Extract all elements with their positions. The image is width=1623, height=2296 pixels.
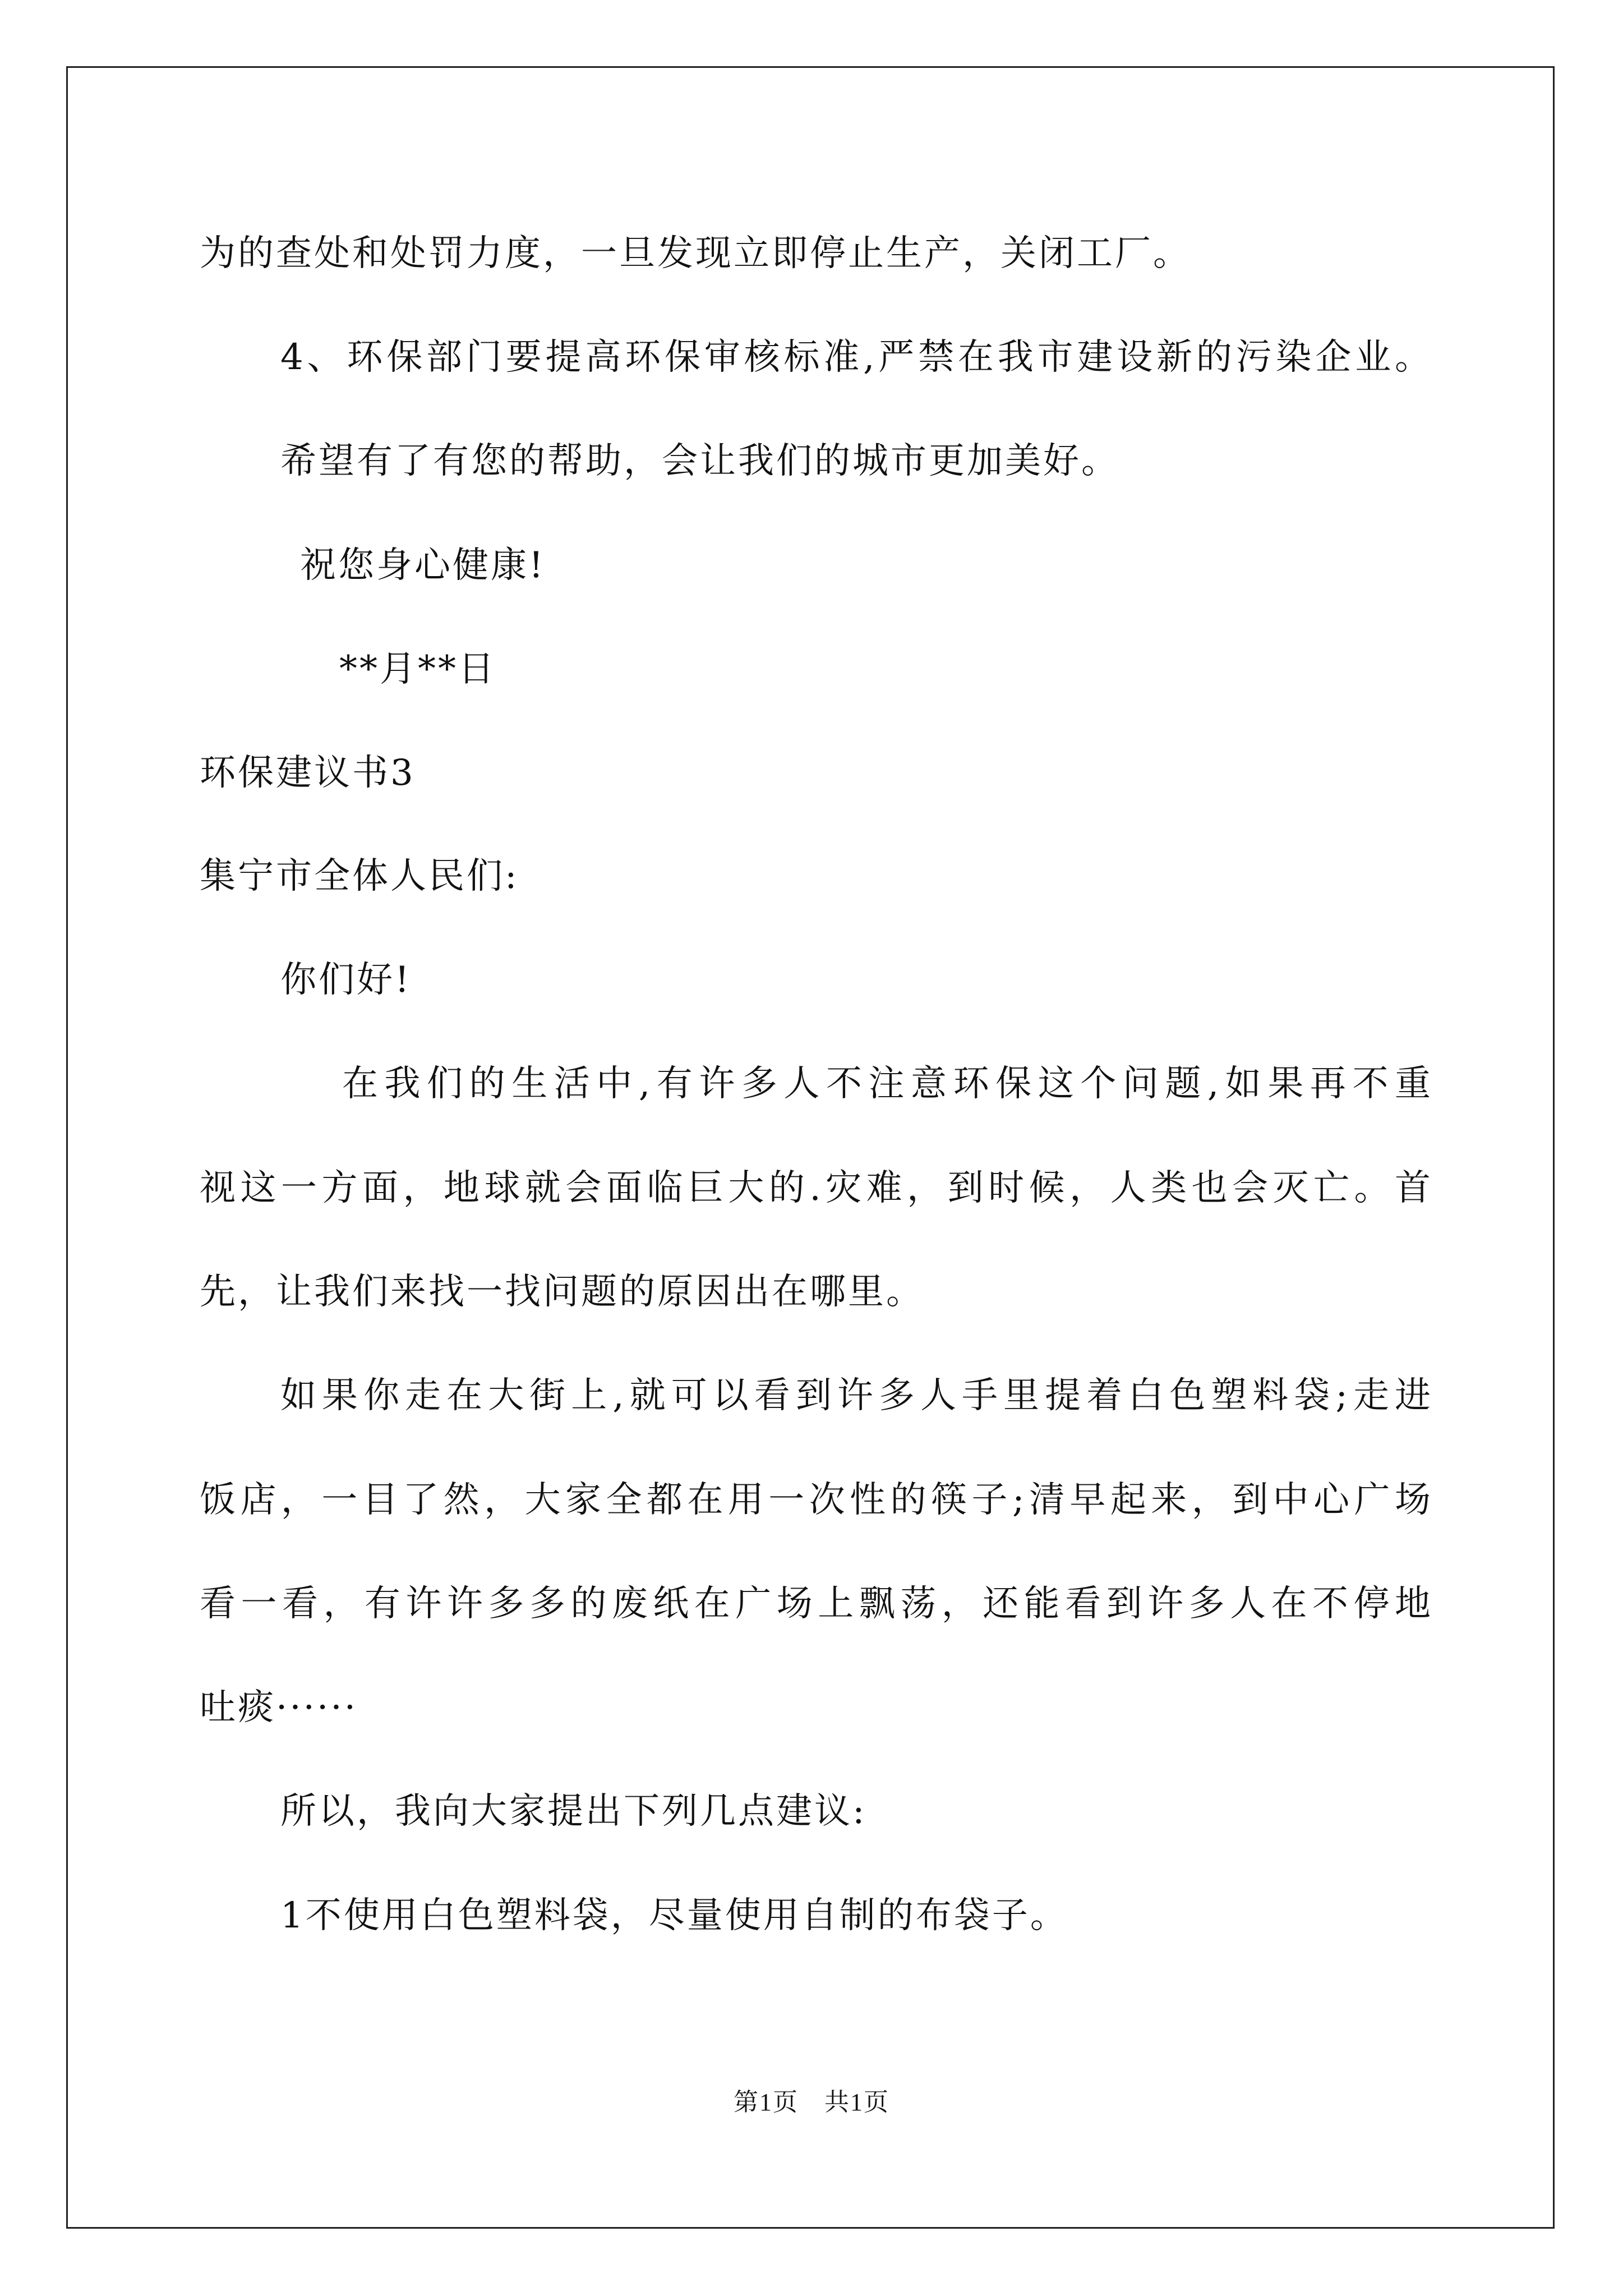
text-line: 视这一方面，地球就会面临巨大的.灾难，到时候，人类也会灭亡。首 <box>200 1167 1433 1209</box>
text-line: 1不使用白色塑料袋，尽量使用自制的布袋子。 <box>280 1895 1068 1936</box>
text-line: 祝您身心健康! <box>300 545 546 586</box>
text-line: 你们好! <box>280 959 412 1001</box>
text-line: 集宁市全体人民们: <box>200 855 519 897</box>
text-line: 如果你走在大街上,就可以看到许多人手里提着白色塑料袋;走进 <box>280 1375 1433 1416</box>
text-line: 吐痰······ <box>200 1687 358 1728</box>
text-line: **月**日 <box>339 648 496 690</box>
text-line: 4、环保部门要提高环保审核标准,严禁在我市建设新的污染企业。 <box>280 337 1433 378</box>
text-line: 看一看，有许许多多的废纸在广场上飘荡，还能看到许多人在不停地 <box>200 1583 1433 1625</box>
text-line: 先，让我们来找一找问题的原因出在哪里。 <box>200 1271 924 1313</box>
section-heading: 环保建议书3 <box>200 752 416 794</box>
text-line: 饭店，一目了然，大家全都在用一次性的筷子;清早起来，到中心广场 <box>200 1479 1433 1521</box>
text-line: 在我们的生活中,有许多人不注意环保这个问题,如果再不重 <box>342 1063 1433 1105</box>
text-line: 为的查处和处罚力度，一旦发现立即停止生产，关闭工厂。 <box>200 233 1191 274</box>
text-line: 希望有了有您的帮助，会让我们的城市更加美好。 <box>280 440 1119 482</box>
page-footer: 第1页 共1页 <box>734 2088 889 2116</box>
text-line: 所以，我向大家提出下列几点建议: <box>280 1791 867 1832</box>
